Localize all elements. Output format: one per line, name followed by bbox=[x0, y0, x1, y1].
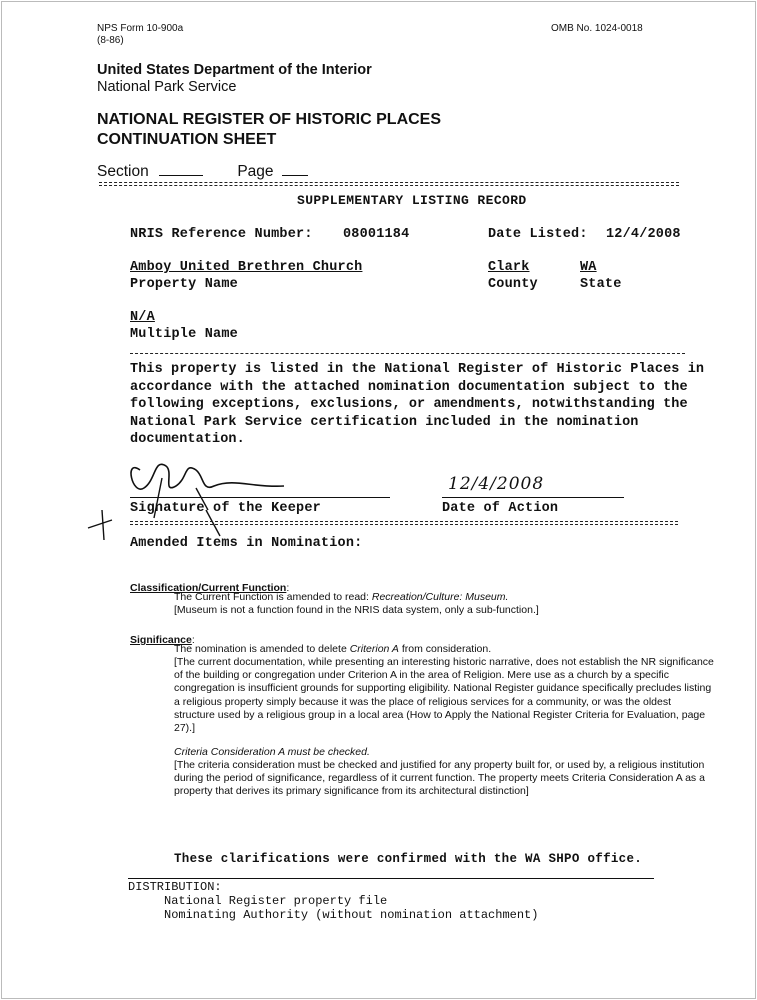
significance-line1 bbox=[174, 643, 491, 656]
classification-line1-value: Recreation/Culture: Museum. bbox=[371, 591, 509, 603]
significance-line1-italic: Criterion A bbox=[349, 643, 399, 655]
state-label: State bbox=[580, 277, 622, 292]
action-date-handwritten: 12/4/2008 bbox=[448, 474, 545, 494]
section-blank bbox=[159, 161, 203, 176]
form-number: NPS Form 10-900a bbox=[97, 23, 184, 34]
double-rule-top bbox=[99, 182, 679, 186]
significance-bracket1: [The current documentation, while presenting an interesting historic narrative, does not establish the NR significance of the building or congregation under Criterion A in the area of Religion. Mere use as a church by a specific congregation is insufficient grounds for supporting eligibility. National Register guidance specifically precludes listing a religious property simply because it was the place of religious services for a community, or was the oldest structure used by a religious group in a local area (How to Apply the National Register Criteria for Evaluation, page 27).] bbox=[174, 656, 714, 735]
amended-items-label: Amended Items in Nomination: bbox=[130, 536, 363, 551]
distribution-label: DISTRIBUTION: bbox=[128, 880, 222, 894]
keeper-signature-image bbox=[84, 448, 404, 543]
form-number-block bbox=[97, 23, 183, 47]
criteria-line: Criteria Consideration A must be checked. bbox=[174, 746, 370, 758]
section-label: Section bbox=[97, 163, 149, 180]
county-value: Clark bbox=[488, 260, 530, 275]
significance-heading-text: Significance bbox=[130, 634, 192, 646]
classification-line1 bbox=[174, 591, 508, 604]
multiple-name-label: Multiple Name bbox=[130, 327, 238, 342]
nris-ref-value: 08001184 bbox=[343, 227, 410, 242]
clarification-note: These clarifications were confirmed with the WA SHPO office. bbox=[174, 852, 643, 866]
nris-ref-label: NRIS Reference Number: bbox=[130, 227, 313, 242]
form-title-line2: CONTINUATION SHEET bbox=[97, 131, 277, 148]
significance-line1-suffix: from consideration. bbox=[401, 643, 492, 655]
record-title: SUPPLEMENTARY LISTING RECORD bbox=[297, 193, 527, 208]
significance-heading-colon: : bbox=[191, 634, 195, 646]
county-label: County bbox=[488, 277, 538, 292]
property-name-label: Property Name bbox=[130, 277, 238, 292]
property-name-value: Amboy United Brethren Church bbox=[130, 260, 363, 275]
distribution-item: National Register property file bbox=[164, 894, 388, 908]
significance-bracket2: [The criteria consideration must be checked and justified for any property built for, or used by, a religious institution during the period of significance, regardless of it current function. The property meets Criteria Consideration A as a property that derives its primary significance from its architectural distinction] bbox=[174, 759, 705, 798]
classification-line2: [Museum is not a function found in the NRIS data system, only a sub-function.] bbox=[174, 604, 539, 616]
classification-line1-prefix: The Current Function is amended to read: bbox=[174, 591, 369, 603]
listing-statement: This property is listed in the National Register of Historic Places in accordance with the attached nomination documentation subject to the following exceptions, exclusions, or amendments, notwithstanding the National Park Service certification included in the nomination documentation. bbox=[130, 362, 705, 448]
service-name: National Park Service bbox=[97, 79, 237, 95]
classification-heading-colon: : bbox=[286, 582, 290, 594]
page-label: Page bbox=[237, 163, 274, 180]
date-listed-value: 12/4/2008 bbox=[606, 227, 681, 242]
date-listed-label: Date Listed: bbox=[488, 227, 588, 242]
form-date: (8-86) bbox=[97, 35, 124, 46]
page-blank bbox=[282, 161, 308, 176]
state-value: WA bbox=[580, 260, 597, 275]
dashed-rule bbox=[130, 353, 685, 354]
omb-number: OMB No. 1024-0018 bbox=[551, 23, 643, 34]
signature-label: Signature of the Keeper bbox=[130, 501, 321, 516]
distribution-rule bbox=[128, 878, 654, 879]
distribution-item: Nominating Authority (without nomination attachment) bbox=[164, 908, 539, 922]
date-of-action-line bbox=[442, 497, 624, 498]
department-name: United States Department of the Interior bbox=[97, 62, 372, 78]
significance-line1-prefix: The nomination is amended to delete bbox=[174, 643, 347, 655]
form-title-line1: NATIONAL REGISTER OF HISTORIC PLACES bbox=[97, 111, 442, 128]
section-page-row bbox=[97, 161, 308, 181]
multiple-name-value: N/A bbox=[130, 310, 155, 325]
signature-line bbox=[130, 497, 390, 498]
date-of-action-label: Date of Action bbox=[442, 501, 559, 516]
form-title bbox=[97, 110, 441, 150]
double-rule-bottom bbox=[130, 521, 678, 525]
classification-heading-text: Classification/Current Function bbox=[130, 582, 287, 594]
